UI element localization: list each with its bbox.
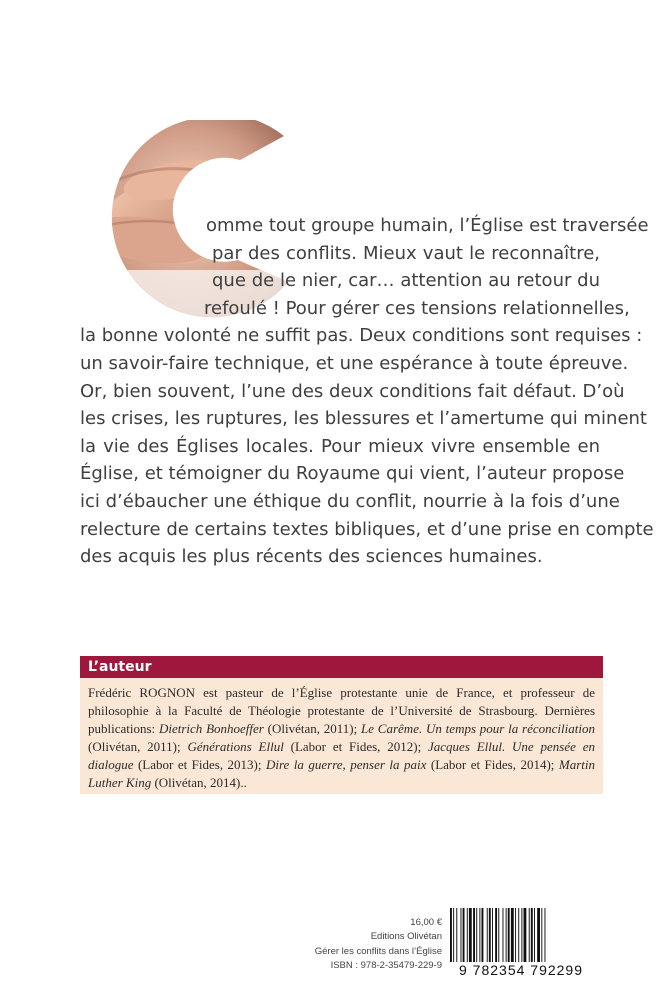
barcode-bar [489, 908, 491, 964]
blurb-line: relecture de certains textes bibliques, et d’une prise en compte [80, 518, 654, 540]
blurb-line: la bonne volonté ne suffit pas. Deux conditions sont requises : [80, 325, 643, 347]
isbn: ISBN : 978-2-35479-229-9 [330, 960, 442, 972]
barcode-bar [467, 908, 468, 964]
barcode-bar [476, 908, 477, 964]
barcode-bar [498, 908, 499, 964]
barcode-bar [524, 908, 527, 964]
colophon [262, 916, 442, 974]
blurb-line: par des conflits. Mieux vaut le reconnaître, [212, 242, 600, 264]
barcode-bar [521, 908, 522, 964]
barcode-bar [515, 908, 516, 964]
barcode-digits: 9 782354 792299 [446, 962, 596, 978]
bio-text: (Olivétan, 2011); [88, 739, 188, 754]
barcode-bar [492, 908, 493, 964]
blurb-line: un savoir-faire technique, et une espérance à toute épreuve. [80, 352, 629, 374]
barcode-bar [453, 908, 454, 964]
bio-text: (Olivétan, 2014).. [151, 775, 247, 790]
bio-text: (Olivétan, 2011); [263, 721, 362, 736]
barcode-bar [473, 908, 475, 964]
barcode-bar [531, 908, 533, 964]
barcode-bar [534, 908, 535, 964]
barcode-bar [461, 908, 462, 964]
barcode-bar [508, 908, 510, 964]
barcode-bar [479, 908, 480, 964]
barcode-bar [506, 908, 507, 964]
barcode-bar [503, 908, 504, 964]
barcode-bar [482, 908, 484, 964]
author-bio [80, 678, 603, 792]
blurb-line: des acquis les plus récents des sciences humaines. [80, 546, 543, 568]
barcode-bar [541, 908, 542, 964]
bio-text: Frédéric ROGNON est pasteur de l’Église protestante unie de France, et professeur de philosophie à la Faculté de Théologie protestante de l’Université de Strasbourg. Dernières publications: [88, 685, 595, 736]
author-heading: L’auteur [80, 656, 603, 678]
publisher-name: Editions Olivétan [370, 931, 442, 943]
barcode-bar [469, 908, 472, 964]
barcode-bar [537, 908, 540, 964]
barcode-bar [495, 908, 497, 964]
blurb-line: omme tout groupe humain, l’Église est traversée [206, 215, 649, 236]
barcode-bar [456, 908, 457, 964]
blurb-line: Or, bien souvent, l’une des deux conditions fait défaut. D’où [80, 380, 625, 402]
publication-title: Dire la guerre, penser la paix [265, 757, 427, 772]
blurb-line: la vie des Églises locales. Pour mieux vivre ensemble en [80, 435, 600, 457]
price: 16,00 € [410, 917, 442, 928]
blurb-line: ici d’ébaucher une éthique du conflit, nourrie à la fois d’une [80, 490, 620, 512]
barcode-bar [518, 908, 519, 964]
publication-title: Jacques Ellul. Une pensée en dialogue [88, 739, 595, 772]
bio-text: (Labor et Fides, 2013); [133, 757, 266, 772]
barcode-bar [529, 908, 530, 964]
blurb-line: les crises, les ruptures, les blessures et l’amertume qui minent [80, 408, 647, 430]
barcode-bar [545, 908, 546, 964]
publication-title: Générations Ellul [187, 739, 284, 754]
publication-title: Martin Luther King [88, 757, 595, 790]
back-cover-blurb [80, 212, 654, 571]
barcode-bar [487, 908, 488, 964]
barcode-bar [450, 908, 452, 964]
blurb-line: refoulé ! Pour gérer ces tensions relationnelles, [204, 297, 630, 319]
bio-text: (Labor et Fides, 2014); [426, 757, 559, 772]
blurb-line: que de le nier, car… attention au retour du [212, 270, 600, 292]
blurb-line: Église, et témoigner du Royaume qui vient, l’auteur propose [80, 463, 625, 485]
publication-title: Dietrich Bonhoeffer [158, 721, 264, 736]
barcode-bar [463, 908, 465, 964]
barcode-bar [511, 908, 514, 964]
author-section [80, 656, 603, 794]
publication-title: Le Carême. Un temps pour la réconciliation [361, 721, 595, 736]
book-title: Gérer les conflits dans l’Église [314, 945, 442, 957]
bio-text: (Labor et Fides, 2012); [283, 739, 429, 754]
